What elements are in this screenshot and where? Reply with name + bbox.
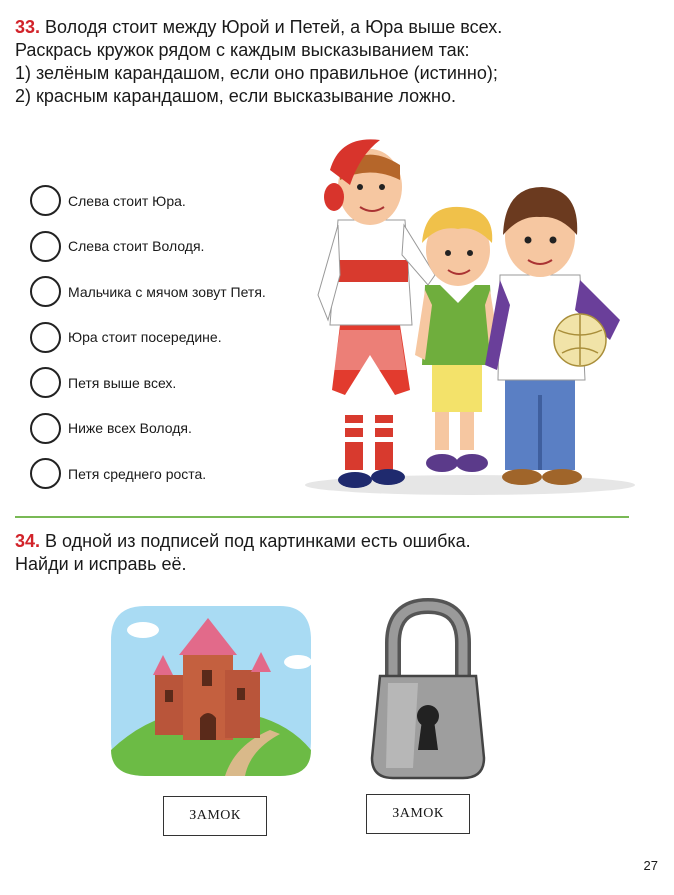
statement-item	[30, 406, 266, 452]
statement-item	[30, 269, 266, 315]
statement-text: Ниже всех Володя.	[68, 420, 192, 437]
answer-circle[interactable]	[30, 322, 61, 353]
statement-text: Слева стоит Юра.	[68, 192, 186, 209]
answer-circle[interactable]	[30, 231, 61, 262]
boy-petya-figure	[485, 187, 620, 485]
padlock-caption: ЗАМОК	[366, 794, 470, 834]
task-33-number: 33.	[15, 17, 41, 37]
boy-yura-figure	[318, 139, 435, 488]
answer-circle[interactable]	[30, 413, 61, 444]
padlock-illustration	[368, 598, 488, 783]
answer-circle[interactable]	[30, 367, 61, 398]
task-33-text	[15, 16, 502, 108]
task-34-number: 34.	[15, 531, 41, 551]
statement-item	[30, 224, 266, 270]
statement-item	[30, 451, 266, 497]
answer-circle[interactable]	[30, 276, 61, 307]
three-boys-illustration	[300, 125, 635, 500]
page-number: 27	[643, 858, 658, 873]
statement-text: Слева стоит Володя.	[68, 238, 205, 255]
statement-text: Петя выше всех.	[68, 374, 177, 391]
task-34-line-2: Найди и исправь её.	[15, 554, 187, 574]
task-33-line-2: Раскрась кружок рядом с каждым высказыванием так:	[15, 40, 470, 60]
statement-item	[30, 178, 266, 224]
castle-caption: ЗАМОК	[163, 796, 267, 836]
section-divider	[15, 516, 629, 518]
statement-list	[30, 178, 266, 497]
task-33-line-3: 1) зелёным карандашом, если оно правильное (истинно);	[15, 63, 498, 83]
answer-circle[interactable]	[30, 458, 61, 489]
castle-illustration	[105, 600, 317, 782]
statement-text: Мальчика с мячом зовут Петя.	[68, 283, 266, 300]
task-34-line-1: 34. В одной из подписей под картинками есть ошибка.	[15, 531, 471, 551]
statement-item	[30, 315, 266, 361]
statement-text: Петя среднего роста.	[68, 465, 207, 482]
task-33-line-1: 33. Володя стоит между Юрой и Петей, а Юра выше всех.	[15, 17, 503, 37]
task-34-text	[15, 530, 471, 576]
statement-item	[30, 360, 266, 406]
boy-volodya-figure	[415, 207, 500, 472]
task-33-line-4: 2) красным карандашом, если высказывание ложно.	[15, 86, 456, 106]
answer-circle[interactable]	[30, 185, 61, 216]
statement-text: Юра стоит посередине.	[68, 329, 222, 346]
